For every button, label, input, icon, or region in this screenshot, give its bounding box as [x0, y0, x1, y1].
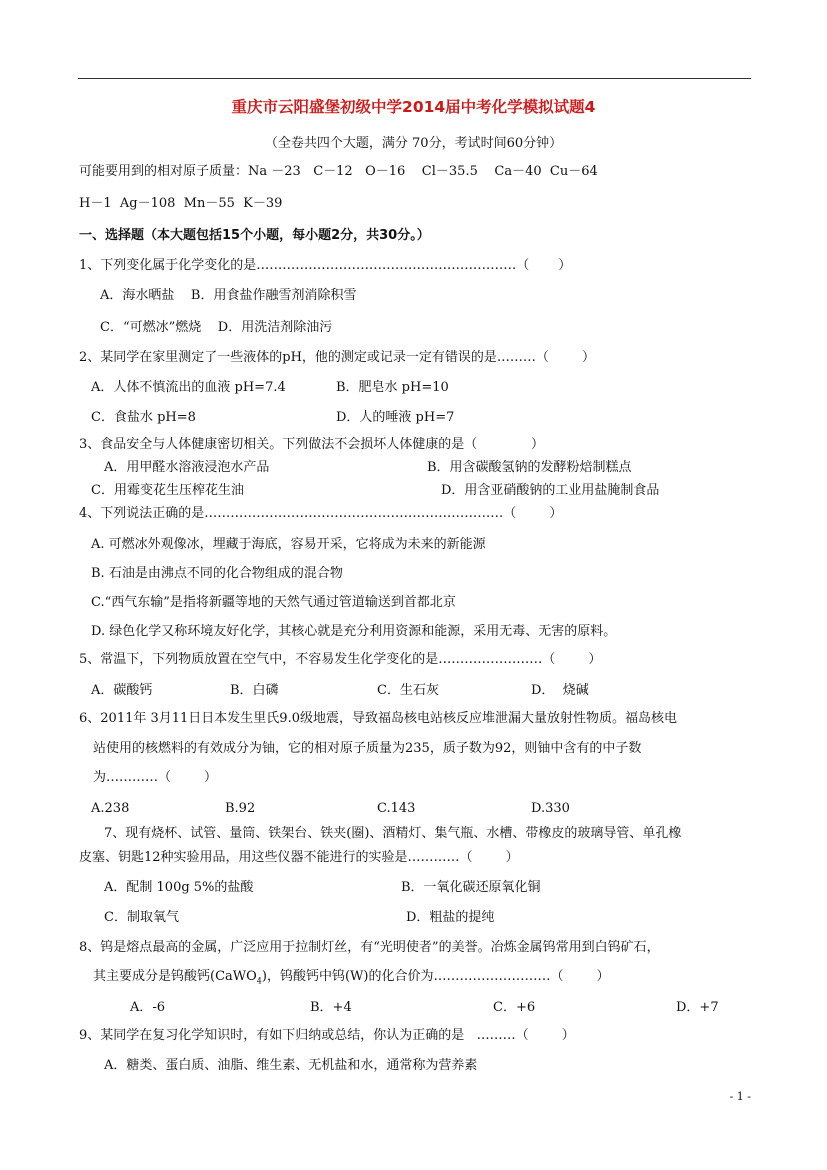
question-7-option-d: D．粗盐的提纯	[406, 910, 495, 925]
question-2-option-c: C．食盐水 pH=8	[91, 410, 196, 425]
question-6-line-1: 6、2011年 3月11日日本发生里氏9.0级地震，导致福岛核电站核反应堆泄漏大量放射性物质。福岛核电	[79, 711, 677, 726]
question-7-line-2: 皮塞、钥匙12种实验用品，用这些仪器不能进行的实验是…………（ ）	[79, 850, 519, 865]
question-3-option-c: C．用霉变花生压榨花生油	[91, 483, 244, 498]
question-2-option-b: B．肥皂水 pH=10	[336, 380, 449, 395]
atomic-mass-line-2: H－1 Ag－108 Mn－55 K－39	[79, 196, 283, 211]
header-rule	[78, 78, 751, 79]
question-6-line-3: 为…………（ ）	[93, 770, 218, 785]
question-9-stem: 9、某同学在复习化学知识时，有如下归纳或总结，你认为正确的是 ………（ ）	[79, 1028, 575, 1043]
question-5-stem: 5、常温下，下列物质放置在空气中，不容易发生化学变化的是……………………（ ）	[79, 652, 602, 667]
question-4-option-b: B. 石油是由沸点不同的化合物组成的混合物	[91, 566, 343, 581]
question-4-option-a: A. 可燃冰外观像冰，埋藏于海底，容易开采，它将成为未来的新能源	[91, 537, 486, 552]
question-7-line-1: 7、现有烧杯、试管、量筒、铁架台、铁夹(圈)、酒精灯、集气瓶、水槽、带橡皮的玻璃导管、单孔橡	[104, 826, 682, 841]
question-8-option-c: C．+6	[493, 1000, 536, 1015]
page-number: - 1 -	[729, 1090, 751, 1103]
question-7-option-c: C．制取氧气	[104, 910, 179, 925]
question-2-option-a: A．人体不慎流出的血液 pH=7.4	[91, 380, 286, 395]
question-3-option-d: D．用含亚硝酸钠的工业用盐腌制食品	[441, 483, 660, 498]
question-6-option-b: B.92	[225, 801, 256, 816]
question-3-option-a: A．用甲醛水溶液浸泡水产品	[104, 460, 270, 475]
section-heading-choice: 一、选择题（本大题包括15个小题，每小题2分，共30分。）	[79, 228, 430, 243]
exam-title: 重庆市云阳盛堡初级中学2014届中考化学模拟试题4	[231, 98, 596, 116]
question-8-line-1: 8、钨是熔点最高的金属，广泛应用于拉制灯丝，有“光明使者”的美誉。冶炼金属钨常用到白钨矿石，	[79, 940, 660, 955]
question-8-option-d: D．+7	[676, 1000, 719, 1015]
question-1-stem: 1、下列变化属于化学变化的是……………………………………………………（ ）	[79, 258, 572, 273]
question-6-line-2: 站使用的核燃料的有效成分为铀，它的相对原子质量为235，质子数为92，则铀中含有的中子数	[93, 741, 642, 756]
question-4-option-c: C.“西气东输”是指将新疆等地的天然气通过管道输送到首都北京	[91, 595, 456, 610]
question-3-stem: 3、食品安全与人体健康密切相关。下列做法不会损坏人体健康的是（ ）	[79, 437, 544, 452]
question-6-option-a: A.238	[91, 801, 130, 816]
question-8-option-a: A．-6	[130, 1000, 166, 1015]
exam-subtitle: （全卷共四个大题，满分 70分，考试时间60分钟）	[264, 136, 563, 151]
question-5-option-c: C．生石灰	[377, 683, 439, 698]
question-1-options-ab: A．海水晒盐 B．用食盐作融雪剂消除积雪	[100, 288, 357, 303]
question-1-options-cd: C．“可燃冰”燃烧 D．用洗洁剂除油污	[100, 320, 333, 335]
atomic-mass-line-1: 可能要用到的相对原子质量：Na －23 C－12 O－16 Cl－35.5 Ca－40 Cu－64	[79, 164, 598, 179]
question-7-option-a: A．配制 100g 5%的盐酸	[104, 880, 254, 895]
question-5-option-a: A．碳酸钙	[91, 683, 153, 698]
question-5-option-b: B．白磷	[230, 683, 279, 698]
question-6-option-c: C.143	[377, 801, 416, 816]
question-2-option-d: D．人的唾液 pH=7	[336, 410, 455, 425]
question-7-option-b: B．一氧化碳还原氧化铜	[401, 880, 541, 895]
question-3-option-b: B．用含碳酸氢钠的发酵粉焙制糕点	[427, 460, 632, 475]
question-8-line-2: 其主要成分是钨酸钙(CaWO$_4$)，钨酸钙中钨(W)的化合价为………………………（ ）	[93, 969, 610, 986]
question-8-option-b: B．+4	[310, 1000, 352, 1015]
question-2-stem: 2、某同学在家里测定了一些液体的pH，他的测定或记录一定有错误的是………（ ）	[79, 350, 595, 365]
question-9-option-a: A．糖类、蛋白质、油脂、维生素、无机盐和水，通常称为营养素	[104, 1058, 478, 1073]
question-5-option-d: D． 烧碱	[531, 683, 589, 698]
question-4-option-d: D. 绿色化学又称环境友好化学，其核心就是充分利用资源和能源，采用无毒、无害的原料。	[91, 624, 617, 639]
question-6-option-d: D.330	[531, 801, 570, 816]
question-4-stem: 4、下列说法正确的是……………………………………………………………（ ）	[79, 506, 563, 521]
